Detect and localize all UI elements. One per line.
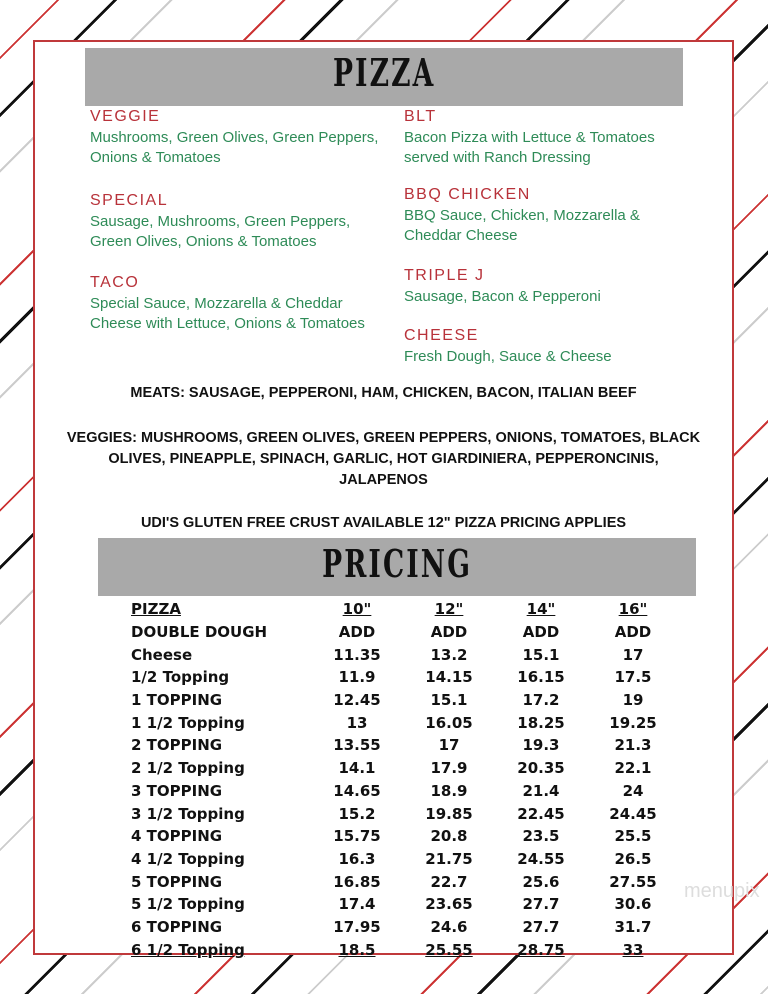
price-cell: ADD	[338, 623, 376, 642]
table-row	[131, 666, 679, 689]
pizza-item	[90, 108, 380, 168]
price-cell: 22.7	[430, 872, 468, 891]
price-cell: 17.9	[430, 759, 468, 778]
price-cell: 17.2	[522, 691, 560, 710]
table-row	[131, 757, 679, 780]
table-row	[131, 893, 679, 916]
price-cell: 19.3	[522, 736, 560, 755]
price-cell: 17	[438, 736, 460, 755]
row-label: 6 TOPPING	[131, 917, 223, 936]
gluten-free-note: UDI'S GLUTEN FREE CRUST AVAILABLE 12" PIZZA PRICING APPLIES	[140, 515, 627, 531]
item-desc: Bacon Pizza with Lettuce & Tomatoes served with Ranch Dressing	[404, 129, 655, 166]
item-name: TACO	[90, 274, 140, 291]
item-desc: Special Sauce, Mozzarella & Cheddar Cheese with Lettuce, Onions & Tomatoes	[90, 295, 365, 332]
pizza-item	[404, 186, 694, 246]
price-cell: ADD	[614, 623, 652, 642]
item-name: VEGGIE	[90, 108, 161, 125]
price-cell: 14.15	[425, 668, 473, 687]
pizza-title: PIZZA	[332, 50, 436, 95]
table-row	[131, 938, 679, 961]
price-cell: 12.45	[333, 691, 381, 710]
price-cell: 21.3	[614, 736, 652, 755]
item-desc: BBQ Sauce, Chicken, Mozzarella & Cheddar Cheese	[404, 207, 640, 244]
table-row	[131, 689, 679, 712]
price-cell: 18.5	[338, 940, 376, 959]
price-cell: 15.1	[522, 645, 560, 664]
price-cell: 28.75	[517, 940, 565, 959]
price-cell: 24.45	[609, 804, 657, 823]
price-cell: 15.2	[338, 804, 376, 823]
price-cell: 24	[622, 781, 644, 800]
price-cell: 13.55	[333, 736, 381, 755]
row-label: 4 1/2 Topping	[131, 849, 245, 868]
row-label: 3 TOPPING	[131, 781, 223, 800]
table-row	[131, 825, 679, 848]
table-row	[131, 802, 679, 825]
row-label: 5 TOPPING	[131, 872, 223, 891]
price-cell: 21.4	[522, 781, 560, 800]
header-12: 12"	[434, 600, 464, 619]
price-cell: 25.6	[522, 872, 560, 891]
price-cell: 23.5	[522, 827, 560, 846]
price-cell: 25.55	[425, 940, 473, 959]
item-name: CHEESE	[404, 327, 479, 344]
price-cell: 20.8	[430, 827, 468, 846]
item-name: SPECIAL	[90, 192, 169, 209]
price-cell: 24.55	[517, 849, 565, 868]
pizza-item	[404, 267, 694, 307]
table-row	[131, 621, 679, 644]
price-cell: 17.95	[333, 917, 381, 936]
row-label: Cheese	[131, 645, 193, 664]
price-cell: 23.65	[425, 895, 473, 914]
menu-card	[33, 40, 734, 959]
price-cell: 20.35	[517, 759, 565, 778]
table-row	[131, 916, 679, 939]
price-cell: 25.5	[614, 827, 652, 846]
item-desc: Sausage, Mushrooms, Green Peppers, Green Olives, Onions & Tomatoes	[90, 213, 351, 250]
price-cell: 18.9	[430, 781, 468, 800]
pizza-item	[404, 327, 694, 367]
price-cell: 17.4	[338, 895, 376, 914]
row-label: DOUBLE DOUGH	[131, 623, 268, 642]
price-cell: 15.1	[430, 691, 468, 710]
price-cell: 31.7	[614, 917, 652, 936]
pizza-item	[90, 192, 380, 252]
price-cell: 14.1	[338, 759, 376, 778]
row-label: 1 TOPPING	[131, 691, 223, 710]
price-cell: 19	[622, 691, 644, 710]
price-cell: 27.55	[609, 872, 657, 891]
price-cell: 33	[622, 940, 644, 959]
price-cell: 22.1	[614, 759, 652, 778]
pricing-header	[98, 538, 696, 596]
veggies-list: VEGGIES: MUSHROOMS, GREEN OLIVES, GREEN PEPPERS, ONIONS, TOMATOES, BLACK OLIVES, PINEAPPLE, SPINACH, GARLIC, HOT GIARDINIERA, PEPPERONCINIS, JALAPENOS	[66, 430, 701, 488]
item-name: BLT	[404, 108, 437, 125]
price-cell: 24.6	[430, 917, 468, 936]
watermark: menupix	[684, 880, 760, 902]
price-cell: 16.15	[517, 668, 565, 687]
row-label: 6 1/2 Topping	[131, 940, 245, 959]
table-row	[131, 848, 679, 871]
price-cell: 17.5	[614, 668, 652, 687]
price-cell: 27.7	[522, 917, 560, 936]
table-row	[131, 870, 679, 893]
price-cell: ADD	[522, 623, 560, 642]
price-cell: 11.35	[333, 645, 381, 664]
table-row	[131, 643, 679, 666]
price-cell: 17	[622, 645, 644, 664]
price-cell: 21.75	[425, 849, 473, 868]
table-header-row	[131, 598, 679, 621]
item-desc: Sausage, Bacon & Pepperoni	[404, 288, 601, 305]
price-cell: ADD	[430, 623, 468, 642]
price-cell: 22.45	[517, 804, 565, 823]
pricing-title: PRICING	[322, 541, 472, 586]
price-cell: 27.7	[522, 895, 560, 914]
item-name: BBQ CHICKEN	[404, 186, 531, 203]
price-cell: 26.5	[614, 849, 652, 868]
price-cell: 14.65	[333, 781, 381, 800]
row-label: 4 TOPPING	[131, 827, 223, 846]
table-row	[131, 711, 679, 734]
pizza-item	[404, 108, 694, 168]
header-16: 16"	[618, 600, 648, 619]
meats-list: MEATS: SAUSAGE, PEPPERONI, HAM, CHICKEN, BACON, ITALIAN BEEF	[130, 385, 637, 401]
table-row	[131, 780, 679, 803]
pizza-item	[90, 274, 370, 334]
price-cell: 13	[346, 713, 368, 732]
item-desc: Fresh Dough, Sauce & Cheese	[404, 348, 612, 365]
price-cell: 19.25	[609, 713, 657, 732]
price-cell: 16.3	[338, 849, 376, 868]
table-row	[131, 734, 679, 757]
header-14: 14"	[526, 600, 556, 619]
item-name: TRIPLE J	[404, 267, 485, 284]
header-10: 10"	[342, 600, 372, 619]
price-cell: 13.2	[430, 645, 468, 664]
row-label: 2 1/2 Topping	[131, 759, 245, 778]
header-pizza: PIZZA	[131, 600, 181, 619]
row-label: 3 1/2 Topping	[131, 804, 245, 823]
pricing-table	[131, 598, 679, 961]
price-cell: 19.85	[425, 804, 473, 823]
price-cell: 30.6	[614, 895, 652, 914]
pizza-header	[85, 48, 683, 106]
row-label: 1 1/2 Topping	[131, 713, 245, 732]
price-cell: 16.85	[333, 872, 381, 891]
item-desc: Mushrooms, Green Olives, Green Peppers, Onions & Tomatoes	[90, 129, 379, 166]
price-cell: 11.9	[338, 668, 376, 687]
row-label: 1/2 Topping	[131, 668, 230, 687]
row-label: 2 TOPPING	[131, 736, 223, 755]
row-label: 5 1/2 Topping	[131, 895, 245, 914]
price-cell: 16.05	[425, 713, 473, 732]
price-cell: 15.75	[333, 827, 381, 846]
price-cell: 18.25	[517, 713, 565, 732]
